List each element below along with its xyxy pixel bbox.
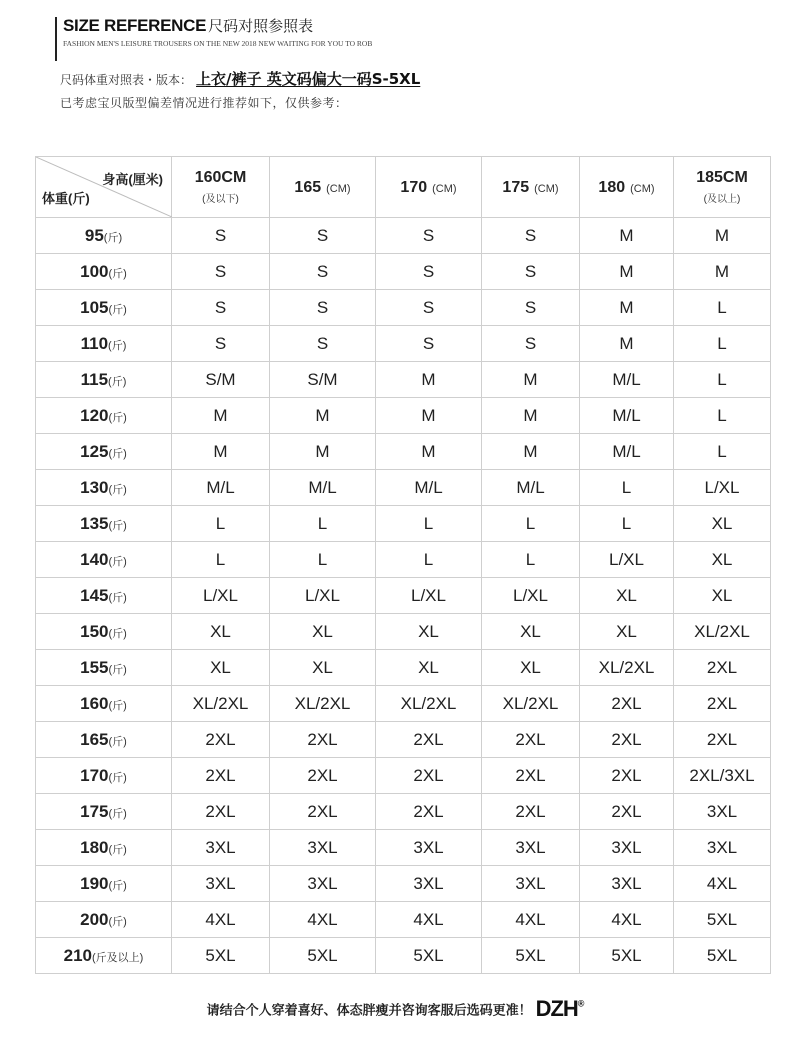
size-cell: L [172,506,270,542]
size-cell: L [482,542,580,578]
size-cell: S [482,290,580,326]
size-cell: 5XL [270,938,376,974]
weight-cell [36,830,172,866]
size-cell: S [172,254,270,290]
size-cell: 3XL [376,830,482,866]
table-row [36,866,771,902]
size-cell: M [376,398,482,434]
size-cell: L [482,506,580,542]
size-cell: L/XL [270,578,376,614]
weight-axis-label: 体重(斤) [42,191,90,206]
size-cell: 5XL [674,902,771,938]
height-value: 185CM [696,169,748,186]
table-row [36,722,771,758]
size-cell: L/XL [580,542,674,578]
height-column-header [172,157,270,218]
size-cell: 3XL [172,830,270,866]
size-cell: L [674,326,771,362]
weight-value: 160 [80,693,109,713]
size-cell: 2XL [172,794,270,830]
size-cell: L [270,506,376,542]
table-row [36,614,771,650]
size-cell: XL [376,650,482,686]
table-row [36,506,771,542]
size-cell: M/L [172,470,270,506]
size-cell: L/XL [376,578,482,614]
weight-value: 125 [80,441,109,461]
size-cell: 2XL [674,686,771,722]
weight-unit: (斤) [108,267,127,280]
weight-cell [36,722,172,758]
weight-cell [36,938,172,974]
size-cell: 3XL [580,866,674,902]
weight-value: 190 [80,873,109,893]
size-cell: 3XL [482,866,580,902]
weight-value: 170 [80,765,109,785]
height-unit: (CM) [326,183,351,195]
size-cell: XL [674,506,771,542]
size-cell: 2XL [674,650,771,686]
size-cell: S [482,254,580,290]
size-cell: 2XL [482,794,580,830]
size-cell: M [376,362,482,398]
size-cell: 2XL [270,758,376,794]
weight-unit: (斤) [108,663,127,676]
weight-unit: (斤) [108,915,127,928]
table-row [36,578,771,614]
size-cell: L [270,542,376,578]
weight-unit: (斤) [108,591,127,604]
weight-unit: (斤) [108,843,127,856]
size-cell: 2XL [482,722,580,758]
size-cell: XL [674,542,771,578]
size-cell: M [270,398,376,434]
table-row [36,470,771,506]
weight-cell [36,902,172,938]
table-row [36,830,771,866]
version-label: 尺码体重对照表・版本： [60,73,193,87]
size-cell: L [172,542,270,578]
weight-unit: (斤) [108,483,127,496]
size-cell: S [270,218,376,254]
size-cell: L [674,362,771,398]
size-cell: 2XL [482,758,580,794]
weight-unit: (斤) [108,411,127,424]
brand-name: DZH [535,996,578,1021]
size-cell: M [172,398,270,434]
size-cell: M/L [270,470,376,506]
height-column-header [376,157,482,218]
size-cell: M [674,254,771,290]
table-row [36,290,771,326]
size-cell: M/L [580,398,674,434]
size-table [35,156,771,974]
size-cell: 3XL [376,866,482,902]
header-accent-bar [55,17,57,61]
size-cell: XL/2XL [580,650,674,686]
size-cell: 5XL [580,938,674,974]
size-cell: S/M [172,362,270,398]
weight-value: 150 [80,621,109,641]
size-cell: S/M [270,362,376,398]
size-cell: L [674,398,771,434]
height-value: 160CM [194,169,247,186]
size-cell: 2XL [580,686,674,722]
size-cell: S [270,290,376,326]
size-cell: 2XL [674,722,771,758]
size-cell: 2XL [376,722,482,758]
size-cell: S [376,326,482,362]
weight-unit: (斤) [108,771,127,784]
size-cell: XL [270,650,376,686]
size-cell: XL/2XL [482,686,580,722]
size-cell: L [580,470,674,506]
registered-mark: ® [577,998,584,1009]
size-cell: M [580,290,674,326]
height-axis-label: 身高(厘米) [102,172,163,187]
table-row [36,938,771,974]
weight-cell [36,506,172,542]
size-cell: M [482,434,580,470]
size-cell: 4XL [580,902,674,938]
height-value: 170 [400,179,428,196]
weight-cell [36,686,172,722]
footer-note [0,996,790,1022]
weight-value: 200 [80,909,109,929]
size-cell: 4XL [482,902,580,938]
weight-cell [36,650,172,686]
table-row [36,650,771,686]
weight-value: 155 [80,657,109,677]
size-cell: L/XL [482,578,580,614]
weight-unit: (斤) [108,339,127,352]
size-cell: XL [172,650,270,686]
weight-value: 180 [80,837,109,857]
weight-unit: (斤) [108,879,127,892]
weight-cell [36,362,172,398]
table-row [36,326,771,362]
weight-value: 100 [80,261,109,281]
weight-unit: (斤) [108,699,127,712]
size-cell: M [482,362,580,398]
size-cell: M [270,434,376,470]
height-column-header [270,157,376,218]
size-cell: L [674,434,771,470]
size-cell: 3XL [580,830,674,866]
size-cell: 2XL [172,722,270,758]
size-cell: 2XL [580,794,674,830]
size-cell: 3XL [172,866,270,902]
size-cell: S [376,290,482,326]
weight-unit: (斤) [108,303,127,316]
height-value: 165 [294,179,322,196]
size-cell: M [674,218,771,254]
size-cell: XL [270,614,376,650]
height-column-header [674,157,771,218]
size-cell: M [580,218,674,254]
size-cell: 3XL [482,830,580,866]
page-title [63,15,313,36]
size-cell: L [580,506,674,542]
size-cell: 2XL [580,722,674,758]
size-cell: M [172,434,270,470]
size-cell: XL/2XL [172,686,270,722]
size-cell: XL [482,614,580,650]
size-cell: S [172,218,270,254]
table-row [36,758,771,794]
size-cell: 2XL [172,758,270,794]
size-cell: 4XL [376,902,482,938]
size-cell: 4XL [172,902,270,938]
table-row [36,218,771,254]
weight-unit: (斤) [108,447,127,460]
size-cell: XL [580,614,674,650]
height-qualifier: (及以上) [703,194,741,205]
corner-cell [36,157,172,218]
size-cell: 4XL [270,902,376,938]
weight-cell [36,614,172,650]
height-unit: (CM) [534,183,559,195]
title-english: SIZE REFERENCE [63,16,207,35]
size-cell: M/L [482,470,580,506]
size-cell: S [376,254,482,290]
weight-unit: (斤) [108,627,127,640]
size-cell: XL [376,614,482,650]
size-cell: M/L [580,362,674,398]
weight-value: 135 [80,513,109,533]
weight-cell [36,326,172,362]
version-value: 上衣/裤子 英文码偏大一码S-5XL [196,70,421,88]
weight-cell [36,254,172,290]
weight-value: 105 [80,297,109,317]
weight-cell [36,578,172,614]
size-cell: 2XL [270,722,376,758]
weight-value: 140 [80,549,109,569]
size-cell: 2XL/3XL [674,758,771,794]
size-cell: XL [580,578,674,614]
weight-unit: (斤) [108,807,127,820]
size-cell: 5XL [674,938,771,974]
size-cell: 5XL [376,938,482,974]
size-cell: L/XL [674,470,771,506]
size-cell: XL/2XL [270,686,376,722]
size-cell: 5XL [482,938,580,974]
table-row [36,434,771,470]
title-chinese: 尺码对照参照表 [208,17,314,35]
size-cell: 2XL [270,794,376,830]
weight-unit: (斤及以上) [92,951,144,964]
size-cell: 2XL [376,758,482,794]
size-cell: S [376,218,482,254]
weight-cell [36,542,172,578]
size-cell: XL/2XL [376,686,482,722]
size-cell: S [482,326,580,362]
weight-value: 130 [80,477,109,497]
table-row [36,794,771,830]
size-cell: M [376,434,482,470]
weight-value: 165 [80,729,109,749]
footer-text: 请结合个人穿着喜好、体态胖瘦并咨询客服后选码更准！ [206,1003,532,1019]
size-cell: M [580,254,674,290]
size-table-body [36,218,771,974]
size-cell: S [172,326,270,362]
weight-value: 120 [80,405,109,425]
weight-unit: (斤) [108,555,127,568]
weight-cell [36,290,172,326]
size-cell: S [270,326,376,362]
height-value: 180 [598,179,626,196]
recommendation-note: 已考虑宝贝版型偏差情况进行推荐如下，仅供参考： [60,96,348,110]
weight-cell [36,218,172,254]
size-cell: XL [674,578,771,614]
size-cell: L [376,506,482,542]
height-value: 175 [502,179,530,196]
weight-value: 210 [63,945,93,965]
size-cell: L [674,290,771,326]
size-cell: 3XL [674,794,771,830]
size-cell: L [376,542,482,578]
brand-logo [536,996,584,1021]
size-cell: M/L [580,434,674,470]
size-cell: L/XL [172,578,270,614]
table-row [36,542,771,578]
size-cell: M [580,326,674,362]
table-row [36,902,771,938]
table-row [36,254,771,290]
weight-unit: (斤) [108,519,127,532]
table-row [36,362,771,398]
weight-unit: (斤) [108,735,127,748]
size-cell: 2XL [376,794,482,830]
size-cell: 4XL [674,866,771,902]
weight-cell [36,866,172,902]
weight-cell [36,434,172,470]
height-unit: (CM) [432,183,457,195]
size-cell: S [270,254,376,290]
weight-cell [36,398,172,434]
height-column-header [482,157,580,218]
weight-value: 110 [80,333,109,353]
weight-unit: (斤) [103,231,123,244]
version-line [60,68,420,89]
size-cell: 3XL [270,830,376,866]
header-row [36,157,771,218]
weight-value: 95 [84,225,104,245]
weight-cell [36,758,172,794]
weight-cell [36,470,172,506]
weight-cell [36,794,172,830]
size-cell: S [172,290,270,326]
size-cell: 2XL [580,758,674,794]
page-subtitle: FASHION MEN'S LEISURE TROUSERS ON THE NEW 2018 NEW WAITING FOR YOU TO ROB [63,39,373,48]
size-cell: 3XL [270,866,376,902]
size-cell: 5XL [172,938,270,974]
size-cell: M [482,398,580,434]
size-cell: S [482,218,580,254]
size-cell: XL [172,614,270,650]
height-unit: (CM) [630,183,655,195]
size-cell: M/L [376,470,482,506]
weight-value: 115 [80,369,109,389]
weight-value: 175 [80,801,109,821]
height-qualifier: (及以下) [202,194,239,205]
size-cell: 3XL [674,830,771,866]
height-column-header [580,157,674,218]
table-row [36,398,771,434]
size-cell: XL/2XL [674,614,771,650]
weight-unit: (斤) [108,375,127,388]
size-cell: XL [482,650,580,686]
weight-value: 145 [80,585,109,605]
table-row [36,686,771,722]
